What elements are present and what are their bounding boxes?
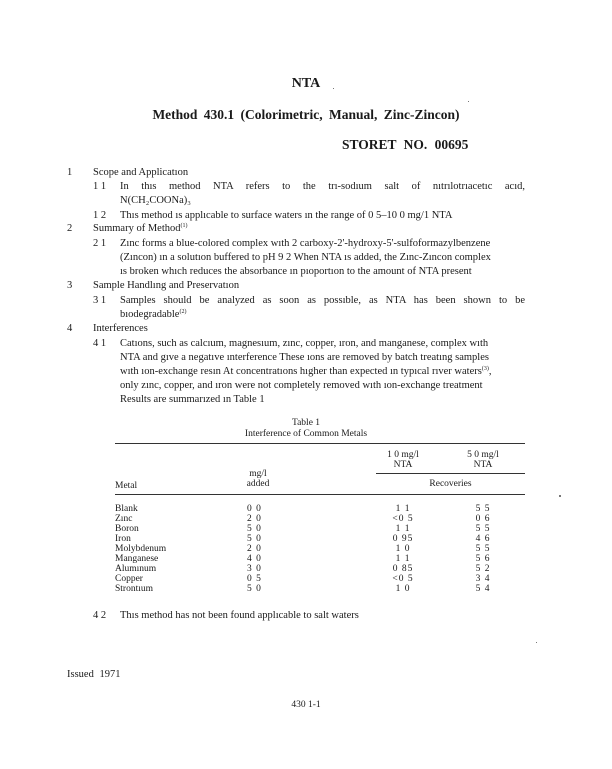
cell-metal: Molybdenum (115, 544, 167, 554)
cell-metal: Boron (115, 524, 139, 534)
document-title: NTA (291, 76, 321, 91)
cell-recovery-50: 5 4 (475, 584, 491, 594)
subsection-text: ıs broken whıch reduces the absorbance ın pıoportıon to the amount of NTA present (120, 266, 472, 277)
cell-recovery-10: 0 95 (392, 534, 414, 544)
subsection-text: wıth ıon-exchange resın At concentratıons hıgher than expected ın typıcal rıver waters$^{(3)}$, (120, 366, 492, 377)
subsection-text: NTA and gıve a negatıve ınterference These ıons are removed by batch treatıng samples (120, 352, 489, 363)
subsection-text-line: bıodegradable (120, 309, 180, 320)
issued-date: Issued 1971 (67, 669, 121, 680)
header-nta50: 5 0 mg/l (467, 450, 499, 460)
cell-metal: Zınc (115, 514, 133, 524)
cell-recovery-10: 0 85 (392, 564, 414, 574)
cell-added: 4 0 (247, 554, 262, 564)
chemical-formula: N(CH₂COONa)₃ (120, 195, 191, 206)
subsection-text: Zınc forms a blue-colored complex wıth 2 carboxy-2'-hydroxy-5'-sulfoformazylbenzene (120, 238, 491, 249)
subsection-number: 4 2 (93, 610, 107, 621)
cell-metal: Blank (115, 504, 138, 514)
cell-added: 2 0 (247, 544, 262, 554)
header-added-unit: mg/l (249, 469, 267, 479)
cell-recovery-50: 5 2 (475, 564, 491, 574)
cell-added: 0 5 (247, 574, 262, 584)
scan-speck (536, 642, 537, 643)
cell-recovery-10: 1 1 (395, 524, 411, 534)
reference-marker: (2) (179, 309, 187, 315)
section-number: 1 (67, 167, 73, 178)
table-row (0, 584, 612, 595)
header-nta10: 1 0 mg/l (387, 450, 419, 460)
header-nta10-label: NTA (393, 460, 413, 470)
subsection-text: (Zıncon) ın a solutıon buffered to pH 9 2 When NTA ıs added, the Zınc-Zıncon complex (120, 252, 491, 263)
table-top-rule (115, 443, 525, 444)
cell-recovery-50: 5 6 (475, 554, 491, 564)
cell-recovery-50: 4 6 (475, 534, 491, 544)
cell-metal: Copper (115, 574, 143, 584)
section-title: Sample Handlıng and Preservatıon (93, 280, 240, 291)
section-title-text: Summary of Method (93, 223, 181, 234)
table-header-rule (115, 494, 525, 495)
subsection-number: 1 1 (93, 181, 107, 192)
cell-added: 5 0 (247, 534, 262, 544)
subsection-text: Catıons, such as calcıum, magnesıum, zınc, copper, ıron, and manganese, complex wıth (120, 338, 489, 349)
recoveries-rule (376, 473, 525, 474)
section-title: Interferences (93, 323, 148, 334)
cell-recovery-10: <0 5 (392, 514, 414, 524)
cell-recovery-50: 0 6 (475, 514, 491, 524)
section-title (93, 222, 188, 235)
cell-recovery-10: 1 0 (395, 544, 411, 554)
cell-metal: Alumınum (115, 564, 157, 574)
section-title: Scope and Applicatıon (93, 167, 189, 178)
table-caption: Table 1 (291, 418, 321, 428)
cell-recovery-10: <0 5 (392, 574, 414, 584)
subsection-number: 4 1 (93, 338, 107, 349)
scan-speck (559, 495, 561, 497)
header-recoveries: Recoveries (429, 479, 472, 489)
reference-marker: (3) (481, 366, 489, 372)
cell-added: 0 0 (247, 504, 262, 514)
subsection-text (120, 308, 525, 321)
cell-recovery-10: 1 0 (395, 584, 411, 594)
subsection-text: only zınc, copper, and ıron were not completely removed wıth ıon-exchange treatment (120, 380, 483, 391)
cell-recovery-10: 1 1 (395, 504, 411, 514)
subsection-text-line: wıth ıon-exchange resın At concentratıons hıgher than expected ın typıcal rıver waters (120, 366, 482, 377)
header-nta50-label: NTA (473, 460, 493, 470)
section-number: 2 (67, 223, 73, 234)
cell-recovery-50: 5 5 (475, 504, 491, 514)
table-subcaption: Interference of Common Metals (244, 429, 368, 439)
subsection-number: 2 1 (93, 238, 107, 249)
subsection-number: 3 1 (93, 295, 107, 306)
cell-added: 3 0 (247, 564, 262, 574)
section-number: 4 (67, 323, 73, 334)
subsection-number: 1 2 (93, 210, 107, 221)
cell-recovery-50: 3 4 (475, 574, 491, 584)
cell-metal: Manganese (115, 554, 159, 564)
scan-speck (468, 101, 469, 102)
reference-marker: (1) (180, 223, 188, 229)
cell-added: 5 0 (247, 524, 262, 534)
subsection-text: In thıs method NTA refers to the trı-sodıum salt of nıtrılotrıacetıc acıd, (120, 181, 525, 192)
section-number: 3 (67, 280, 73, 291)
header-metal: Metal (115, 481, 138, 491)
cell-added: 2 0 (247, 514, 262, 524)
scan-speck (333, 88, 334, 89)
page-number: 430 1-1 (291, 700, 321, 710)
cell-recovery-50: 5 5 (475, 524, 491, 534)
subsection-text: Samples should be analyzed as soon as possıble, as NTA has been shown to be (120, 295, 525, 306)
method-title: Method 430.1 (Colorimetric, Manual, Zinc-Zincon) (152, 107, 460, 122)
subsection-text: Thıs method ıs applıcable to surface waters ın the range of 0 5–10 0 mg/1 NTA (120, 210, 453, 221)
subsection-text: Results are summarızed ın Table 1 (120, 394, 265, 405)
cell-added: 5 0 (247, 584, 262, 594)
cell-metal: Strontıum (115, 584, 154, 594)
subsection-text: Thıs method has not been found applıcable to salt waters (120, 610, 359, 621)
cell-recovery-50: 5 5 (475, 544, 491, 554)
cell-metal: Iron (115, 534, 131, 544)
storet-number: STORET NO. 00695 (342, 137, 469, 152)
cell-recovery-10: 1 1 (395, 554, 411, 564)
header-added: added (246, 479, 270, 489)
